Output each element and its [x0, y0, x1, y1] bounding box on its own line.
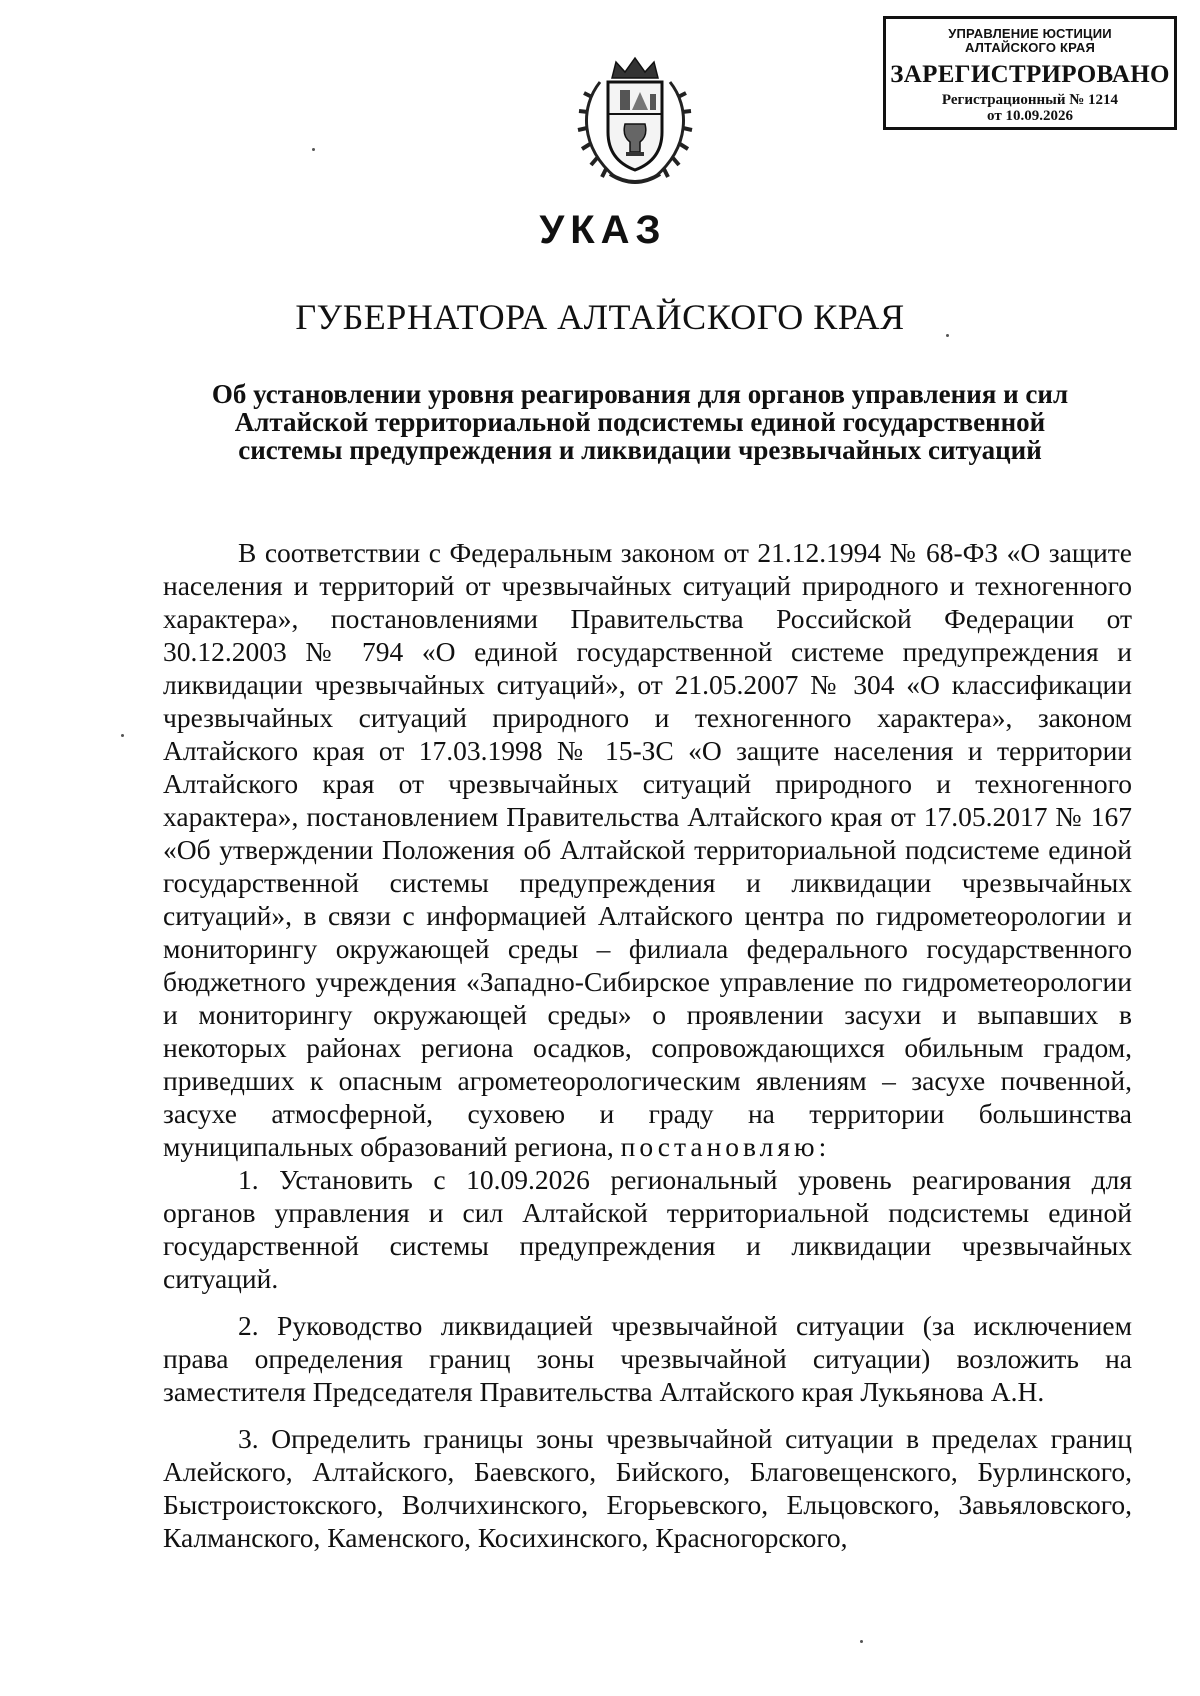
stamp-agency-line2: АЛТАЙСКОГО КРАЯ	[964, 39, 1096, 55]
stamp-agency-line1: УПРАВЛЕНИЕ ЮСТИЦИИ	[948, 26, 1112, 41]
document-body	[163, 536, 1132, 1554]
document-issuer-title: ГУБЕРНАТОРА АЛТАЙСКОГО КРАЯ	[295, 297, 905, 337]
scan-speck	[946, 334, 949, 337]
scan-speck	[860, 1640, 863, 1643]
decree-item-3: 3. Определить границы зоны чрезвычайной ситуации в пределах границ Алейского, Алтайского, Баевского, Бийского, Благовещенского, Бурлинского, Быстроистокского, Волчихинского, Егорьевского, Ельцовского, Завьяловского, Калманского, Каменского, Косихинского, Красногорского,	[163, 1423, 1132, 1553]
preamble-text: В соответствии с Федеральным законом от 21.12.1994 № 68-ФЗ «О защите населения и территорий от чрезвычайных ситуаций природного и техногенного характера», постановлениями Правительства Российской Федерации от 30.12.2003 № 794 «О единой государственной системе предупреждения и ликвидации чрезвычайных ситуаций», от 21.05.2007 № 304 «О классификации чрезвычайных ситуаций природного и техногенного характера», законом Алтайского края от 17.03.1998 № 15-ЗС «О защите населения и территории Алтайского края от чрезвычайных ситуаций природного и техногенного характера», постановлением Правительства Алтайского края от 17.05.2017 № 167 «Об утверждении Положения об Алтайской территориальной подсистеме единой государственной системы предупреждения и ликвидации чрезвычайных ситуаций», в связи с информацией Алтайского центра по гидрометеорологии и мониторингу окружающей среды – филиала федерального государственного бюджетного учреждения «Западно-Сибирское управление по гидрометеорологии и мониторингу окружающей среды» о проявлении засухи и выпавших в некоторых районах региона осадков, сопровождающихся обильным градом, приведших к опасным агрометеорологическим явлениям – засухе почвенной, засухе атмосферной, суховею и граду на территории большинства муниципальных образований региона,	[163, 537, 1132, 1162]
scan-speck	[121, 734, 124, 737]
decree-item-1: 1. Установить с 10.09.2026 региональный уровень реагирования для органов управления и сил Алтайской территориальной подсистемы единой государственной системы предупреждения и ликвидации чрезвычайных ситуаций.	[163, 1164, 1132, 1294]
stamp-registration-number: Регистрационный № 1214	[941, 91, 1119, 108]
document-type-title: УКАЗ	[539, 208, 667, 252]
decree-item-2: 2. Руководство ликвидацией чрезвычайной ситуации (за исключением права определения границ зоны чрезвычайной ситуации) возложить на заместителя Председателя Правительства Алтайского края Лукьянова А.Н.	[163, 1310, 1132, 1407]
coat-of-arms-icon	[570, 52, 700, 190]
scan-speck	[312, 148, 315, 151]
registration-stamp	[883, 16, 1177, 130]
decree-word: постановляю:	[620, 1131, 831, 1162]
stamp-status: ЗАРЕГИСТРИРОВАНО	[890, 61, 1170, 89]
preamble-paragraph	[163, 536, 1132, 1163]
document-subject: Об установлении уровня реагирования для органов управления и сил Алтайской территориальной подсистемы единой государственной системы предупреждения и ликвидации чрезвычайных ситуаций	[211, 379, 1069, 465]
stamp-registration-date: от 10.09.2026	[987, 108, 1073, 125]
